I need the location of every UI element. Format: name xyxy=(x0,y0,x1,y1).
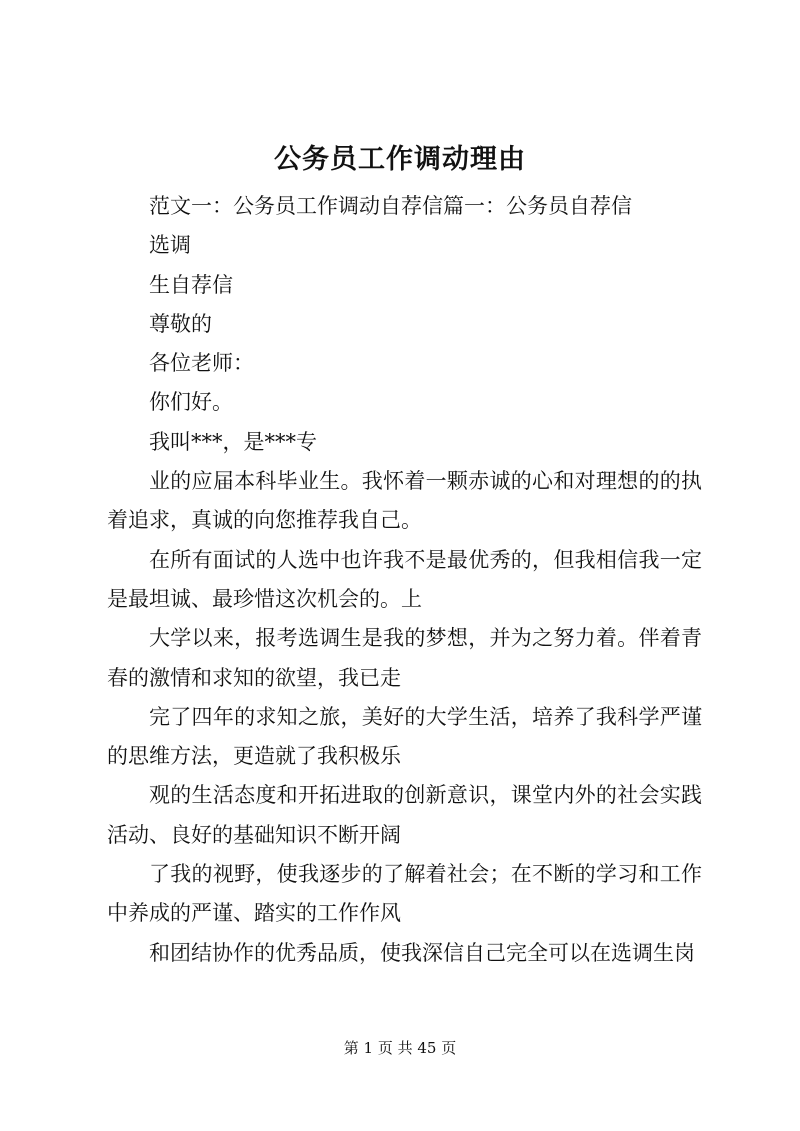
paragraph: 和团结协作的优秀品质，使我深信自己完全可以在选调生岗 xyxy=(149,940,695,965)
paragraph: 你们好。 xyxy=(149,390,233,415)
paragraph: 在所有面试的人选中也许我不是最优秀的，但我相信我一定是最坦诚、最珍惜这次机会的。上 xyxy=(107,547,702,611)
document-body xyxy=(107,187,702,973)
paragraph: 尊敬的 xyxy=(149,311,212,336)
paragraph: 生自荐信 xyxy=(149,272,233,297)
paragraph: 我叫***，是***专 xyxy=(149,429,317,454)
paragraph: 大学以来，报考选调生是我的梦想，并为之努力着。伴着青春的激情和求知的欲望，我已走 xyxy=(107,626,702,690)
paragraph: 各位老师： xyxy=(149,351,254,376)
paragraph: 范文一：公务员工作调动自荐信篇一：公务员自荐信 xyxy=(149,194,632,218)
paragraph: 业的应届本科毕业生。我怀着一颗赤诚的心和对理想的的执着追求，真诚的向您推荐我自己。 xyxy=(107,469,702,533)
document-title: 公务员工作调动理由 xyxy=(274,144,526,175)
paragraph: 完了四年的求知之旅，美好的大学生活，培养了我科学严谨的思维方法，更造就了我积极乐 xyxy=(107,704,702,769)
page-number-footer: 第 1 页 共 45 页 xyxy=(343,1039,457,1057)
paragraph: 选调 xyxy=(149,233,191,258)
paragraph: 观的生活态度和开拓进取的创新意识，课堂内外的社会实践活动、良好的基础知识不断开阔 xyxy=(107,783,702,847)
paragraph: 了我的视野，使我逐步的了解着社会；在不断的学习和工作中养成的严谨、踏实的工作作风 xyxy=(107,862,702,926)
